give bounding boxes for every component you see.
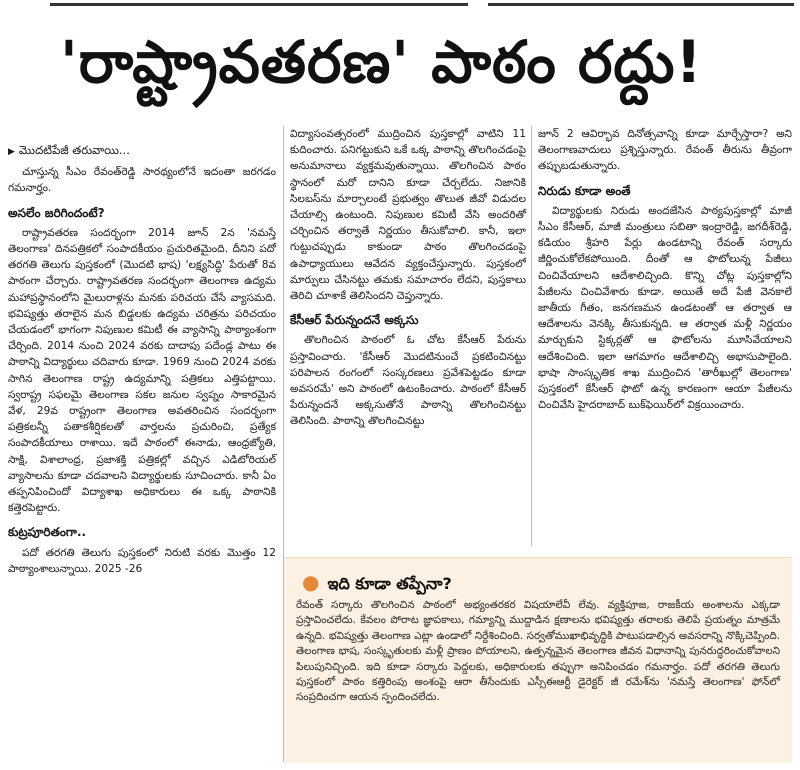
section-heading-conspiracy: కుట్రపూరితంగా..: [8, 525, 87, 540]
column-2-paragraph-1: విద్యాసంవత్సరంలో ముద్రించిన పుస్తకాల్లో వాటిని 11 కుదించారు. పనిగట్టుకుని ఒకే ఒక్క పాఠాన్ని తొలగించడంపై అనుమానాలు వ్యక్తమవుతున్నాయి. తొలగించిన పాఠం స్థానంలో మరో దానిని కూడా చేర్చలేదు. నిజానికి సిలబస్‌ను మార్చాలంటే ప్రభుత్వం తొలుత జీవో విడుదల చేయాల్సి ఉంటుంది. నిపుణుల కమిటీ వేసి అందరితో చర్చించిన తర్వాతే నిర్ణయం తీసుకోవాలి. కానీ, ఇలా గుట్టుచప్పుడు కాకుండా పాఠం తొలగించడంపై ఉపాధ్యాయులు ఆవేదన వ్యక్తంచేస్తున్నారు. పుస్తకంలో మార్పులు చేసినట్టు తమకు సమాచారం లేదని, పుస్తకాలు తెరిచి చూశాకే తెలిసిందని చెప్తున్నారు.: [290, 128, 526, 303]
conspiracy-paragraph: పదో తరగతి తెలుగు పుస్తకంలో నిరుటి వరకు మొత్తం 12 పాఠ్యాంశాలున్నాయి. 2025 -26: [8, 546, 276, 575]
top-rule-right: [488, 3, 794, 6]
triangle-bullet-icon: ▶: [8, 147, 15, 157]
headline: 'రాష్ట్రావతరణ' పాఠం రద్దు!: [60, 28, 703, 96]
box-body: రేవంత్ సర్కారు తొలగించిన పాఠంలో అభ్యంతరకర విషయాలేవీ లేవు. వ్యక్తిపూజ, రాజకీయ అంశాలను ఎక్కడా ప్రస్తావించలేదు. కేవలం పోరాట జ్ఞాపకాలు, గమ్యాన్ని ముద్దాడిన క్షణాలను భవిష్యత్తు తరాలకు తెలిపే ప్రయత్నం మాత్రమే ఉన్నది. భవిష్యత్తు తెలంగాణ ఎట్లా ఉండాలో నిర్దేశించింది. సర్వతోముఖాభివృద్ధికి పాటుపడాల్సిన అవసరాన్ని నొక్కిచెప్పింది. తెలంగాణ భాష, సంస్కృతులకు మళ్లీ ప్రాణం పోయాలని, ఉత్పన్నమైన తెలంగాణ జీవన విధానాన్ని పునరుద్ధరించుకోవాలని పిలుపునిచ్చింది. ఇది కూడా సర్కారు పెద్దలకు, అధికారులకు తప్పుగా అనిపించడం గమనార్హం. పదో తరగతి తెలుగు పుస్తకంలో పాఠం కత్తిరింపు అంశంపై ఆరా తీసేందుకు ఎస్సీఈఆర్టీ డైరెక్టర్ జీ రమేశ్‌ను 'నమస్తే తెలంగాణ' ఫోన్‌లో సంప్రదించగా ఆయన స్పందించలేదు.: [296, 599, 780, 704]
what-happened-paragraph: రాష్ట్రావతరణ సందర్భంగా 2014 జూన్ 2న 'నమస్తే తెలంగాణ' దినపత్రికలో సంపాదకీయం ప్రచురితమైంది. దీనిని పదో తరగతి తెలుగు పుస్తకంలో (మొదటి భాష) 'లక్ష్యసిద్ధి' పేరుతో 8వ పాఠంగా చేర్చారు. రాష్ట్రావతరణ సందర్భంగా తెలంగాణ ఉద్యమ మహాప్రస్థానంలోని మైలురాళ్లను మనకు పరిచయ చేసే వ్యాసమది. భవిష్యత్తు తరాలైన మన బిడ్డలకు ఉద్యమ చరిత్రను పరిచయం చేయడంలో భాగంగా నిపుణుల కమిటీ ఈ వ్యాసాన్ని పాఠ్యాంశంగా చేర్చింది. 2014 నుంచి 2024 వరకు దాదాపు పదేండ్ల పాటు ఈ పాఠాన్ని విద్యార్థులు చదివారు కూడా. 1969 నుంచి 2024 వరకు సాగిన తెలంగాణ రాష్ట్ర ఉద్యమాన్ని పత్రికలు ఎత్తిపట్టాయి. స్వరాష్ట్ర సఫలమై తెలంగాణ సకల జనుల స్వప్నం సాకారమైన వేళ, 29వ రాష్ట్రంగా తెలంగాణ అవతరించిన సందర్భంగా పత్రికలన్నీ పతాకశీర్షికలతో వార్తలను ప్రచురించి, ప్రత్యేక సంపాదకీయాలు రాశాయి. ఇదే పాఠంలో ఈనాడు, ఆంధ్రజ్యోతి, సాక్షి, విశాలాంధ్ర, ప్రజాశక్తి పత్రికల్లో వచ్చిన ఎడిటోరియల్ వ్యాసాలను కూడా చదవాలని విద్యార్థులకు సూచించారు. కానీ ఏం తప్పనిపించిందో విద్యాశాఖ అధికారులు ఈ ఒక్క పాఠానికి కత్తెరపెట్టారు.: [8, 226, 276, 515]
intro-paragraph: చూస్తున్న సీఎం రేవంత్‌రెడ్డి సారథ్యంలోనే ఇదంతా జరగడం గమనార్హం.: [8, 166, 276, 195]
bullet-dot-icon: ●: [302, 570, 320, 594]
column-3: [538, 126, 792, 415]
column-3-paragraph-2: విద్యార్థులకు నిరుడు అందజేసిన పాఠ్యపుస్తకాల్లో మాజీ సీఎం కేసీఆర్, మాజీ మంత్రులు సబితా ఇంద్రారెడ్డి, జగదీశ్‌రెడ్డి, కడియం శ్రీహరి పేర్లు ఉండటాన్ని రేవంత్ సర్కారు జీర్ణించుకోలేకపోయింది. దీంతో ఆ ఫొటోలున్న పేజీలు చించివేయాలని ఆదేశాలిచ్చింది. కొన్ని చోట్ల పుస్తకాల్లోని పేజీలను చించివేశారు కూడా. అయితే అదే పేజీ వెనకాలే జాతీయ గీతం, జనగణమన ఉండటంతో ఆ తర్వాత ఆ ఆదేశాలను వెనక్కి తీసుకున్నది. ఆ తర్వాత మళ్లీ నిర్ణయం మార్చుకుని స్టిక్కర్లతో ఆ ఫొటోలను మూసివేయాలని ఆదేశించింది. ఇలా ఆగమాగం ఆదేశాలిచ్చి అభాసుపాలైంది. భాషా సాంస్కృతిక శాఖ ముద్రించిన 'తారీఖుల్లో తెలంగాణ' పుస్తకంలో కేసీఆర్ ఫొటో ఉన్న కారణంగా ఆయా పేజీలను చించివేసి హైదరాబాద్ బుక్‌ఫెయిర్‌లో విక్రయించారు.: [538, 204, 792, 412]
box-title-text: ఇది కూడా తప్పేనా?: [327, 574, 452, 593]
section-heading-what-happened: అసలేం జరిగిందంటే?: [8, 205, 105, 220]
column-2: [290, 126, 526, 432]
column-1: [8, 142, 276, 579]
column-2-paragraph-2: తొలగించిన పాఠంలో ఓ చోట కేసీఆర్ పేరును ప్రస్తావించారు. 'కేసీఆర్ మొదటినుంచే ప్రకటించినట్టు పరిపాలన రంగంలో సంస్కరణలు ప్రవేశపెట్టడం కూడా అవసరమే' అని పాఠంలో ఉటంకించారు. పాఠంలో కేసీఆర్ పేరున్నందనే అక్కసుతోనే పాఠాన్ని తొలగించినట్టు తెలిసింది. పాఠాన్ని తొలగించినట్టు: [290, 334, 526, 428]
section-heading-kcr-name: కేసీఆర్ పేరున్నందనే అక్కసు: [290, 313, 419, 328]
box-title: [302, 570, 452, 597]
continued-label: మొదటిపేజీ తరువాయి...: [18, 143, 130, 157]
continued-from-front-page: [8, 142, 276, 160]
sidebar-box: [284, 557, 792, 763]
top-rule-left: [50, 3, 468, 6]
column-divider-2: [531, 126, 532, 546]
column-3-paragraph-1: జూన్ 2 ఆవిర్భావ దినోత్సవాన్ని కూడా మార్చేస్తారా? అని తెలంగాణవాదులు ప్రశ్నిస్తున్నారు. రేవంత్ తీరును తీవ్రంగా తప్పుబడుతున్నారు.: [538, 128, 792, 173]
section-heading-last-year: నిరుడు కూడా అంతే: [538, 183, 631, 198]
